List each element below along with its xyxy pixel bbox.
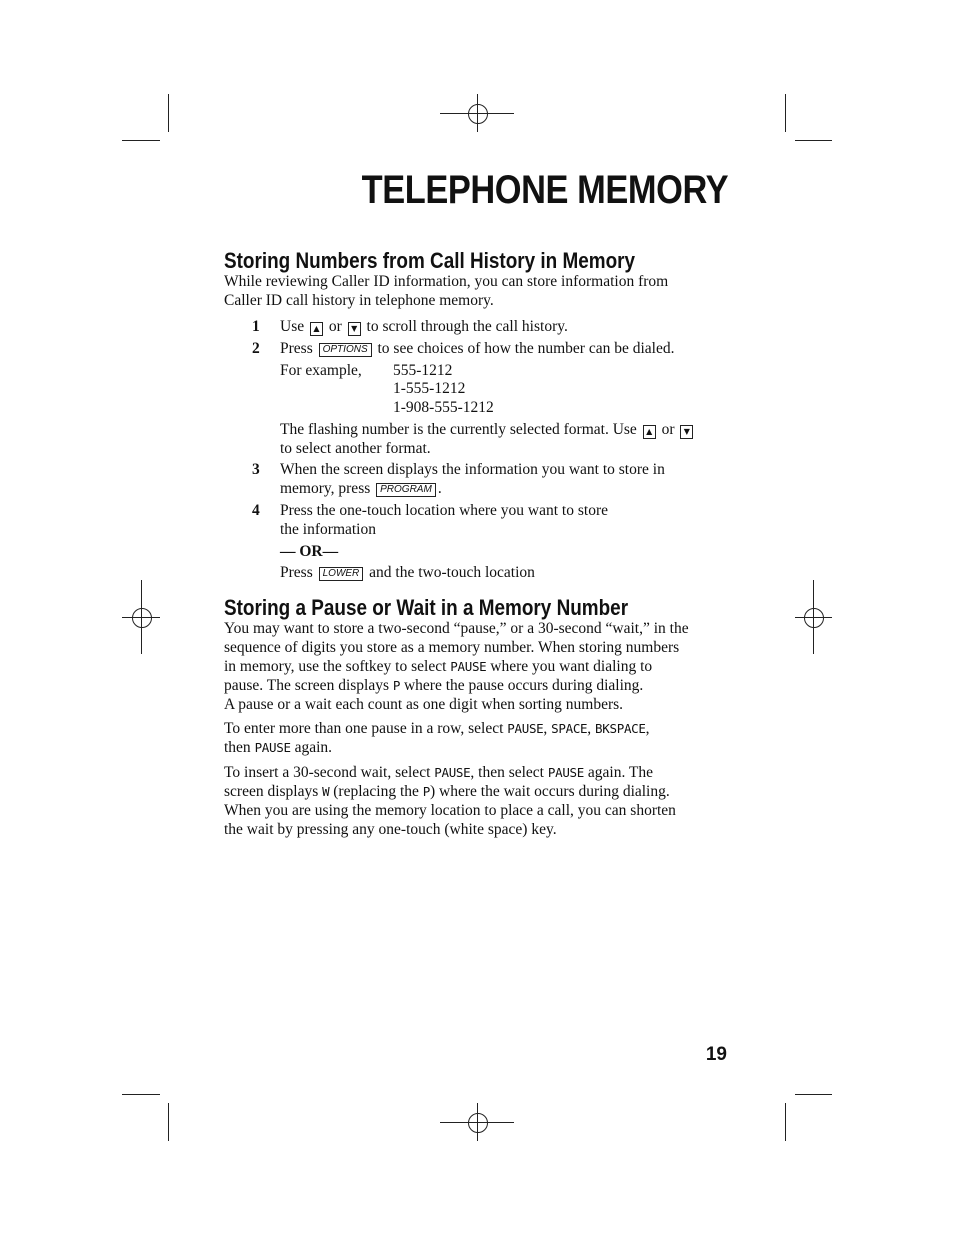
- lcd-pause: PAUSE: [547, 765, 585, 780]
- lcd-pause: PAUSE: [450, 659, 487, 674]
- down-arrow-key-icon: ▼: [348, 322, 361, 336]
- page-number: 19: [705, 1044, 727, 1065]
- example-number: 1-908-555-1212: [393, 399, 494, 416]
- step-number: 2: [252, 340, 260, 357]
- pause-paragraph: You may want to store a two-second “pause,” or a 30-second “wait,” in the sequence of digits you store as a memory number. When storing numbers in memory, use the softkey to select PAUSE where you want dialing to pause. The screen displays P where the pause occurs during dialing. A pause or a wait each count as one digit when sorting numbers.: [224, 620, 689, 713]
- down-arrow-key-icon: ▼: [680, 425, 693, 439]
- lcd-space: SPACE: [551, 721, 588, 736]
- step-1-text: Use ▲ or ▼ to scroll through the call history.: [280, 318, 568, 335]
- step-number: 3: [252, 461, 260, 478]
- crop-mark: [122, 1094, 160, 1095]
- flashing-note: The flashing number is the currently selected format. Use ▲ or ▼ to select another format.: [280, 420, 730, 458]
- step-4-text: Press the one-touch location where you want to store the information: [280, 502, 608, 538]
- page-title: TELEPHONE MEMORY: [361, 168, 728, 212]
- lcd-pause: PAUSE: [507, 721, 544, 736]
- lower-key: LOWER: [319, 567, 364, 581]
- or-divider: — OR—: [280, 543, 339, 560]
- section-intro: While reviewing Caller ID information, you can store information from Caller ID call history in telephone memory.: [224, 273, 669, 309]
- crop-mark: [122, 140, 160, 141]
- crop-mark: [785, 94, 786, 132]
- crop-mark: [785, 1103, 786, 1141]
- lcd-p: P: [392, 678, 401, 693]
- lcd-bkspace: BKSPACE: [595, 721, 646, 736]
- step-number: 1: [252, 318, 260, 335]
- crop-mark: [168, 1103, 169, 1141]
- crop-mark: [168, 94, 169, 132]
- wait-paragraph: To insert a 30-second wait, select PAUSE, then select PAUSE again. The screen displays W (replacing the P) where the wait occurs during dialing. When you are using the memory location to place a call, you can shorten the wait by pressing any one-touch (white space) key.: [224, 764, 676, 838]
- crop-mark: [795, 140, 832, 141]
- step-2-text: Press OPTIONS to see choices of how the number can be dialed.: [280, 340, 675, 357]
- program-key: PROGRAM: [376, 483, 436, 497]
- crop-mark: [795, 1094, 832, 1095]
- multiple-pause-paragraph: To enter more than one pause in a row, select PAUSE, SPACE, BKSPACE, then PAUSE again.: [224, 720, 650, 756]
- step-number: 4: [252, 502, 260, 519]
- example-number: 1-555-1212: [393, 380, 466, 397]
- lower-option-text: Press LOWER and the two-touch location: [280, 564, 535, 581]
- example-label: For example,: [280, 362, 362, 379]
- lcd-pause: PAUSE: [254, 740, 291, 755]
- lcd-pause: PAUSE: [434, 765, 471, 780]
- options-key: OPTIONS: [319, 343, 372, 357]
- step-3-text: When the screen displays the information you want to store in memory, press PROGRAM .: [280, 461, 665, 497]
- lcd-w: W: [322, 784, 330, 799]
- example-number: 555-1212: [393, 362, 453, 379]
- section-heading-pause-wait: Storing a Pause or Wait in a Memory Number: [224, 595, 629, 620]
- up-arrow-key-icon: ▲: [310, 322, 323, 336]
- section-heading-call-history: Storing Numbers from Call History in Memory: [224, 248, 636, 273]
- up-arrow-key-icon: ▲: [643, 425, 656, 439]
- lcd-p: P: [422, 784, 430, 799]
